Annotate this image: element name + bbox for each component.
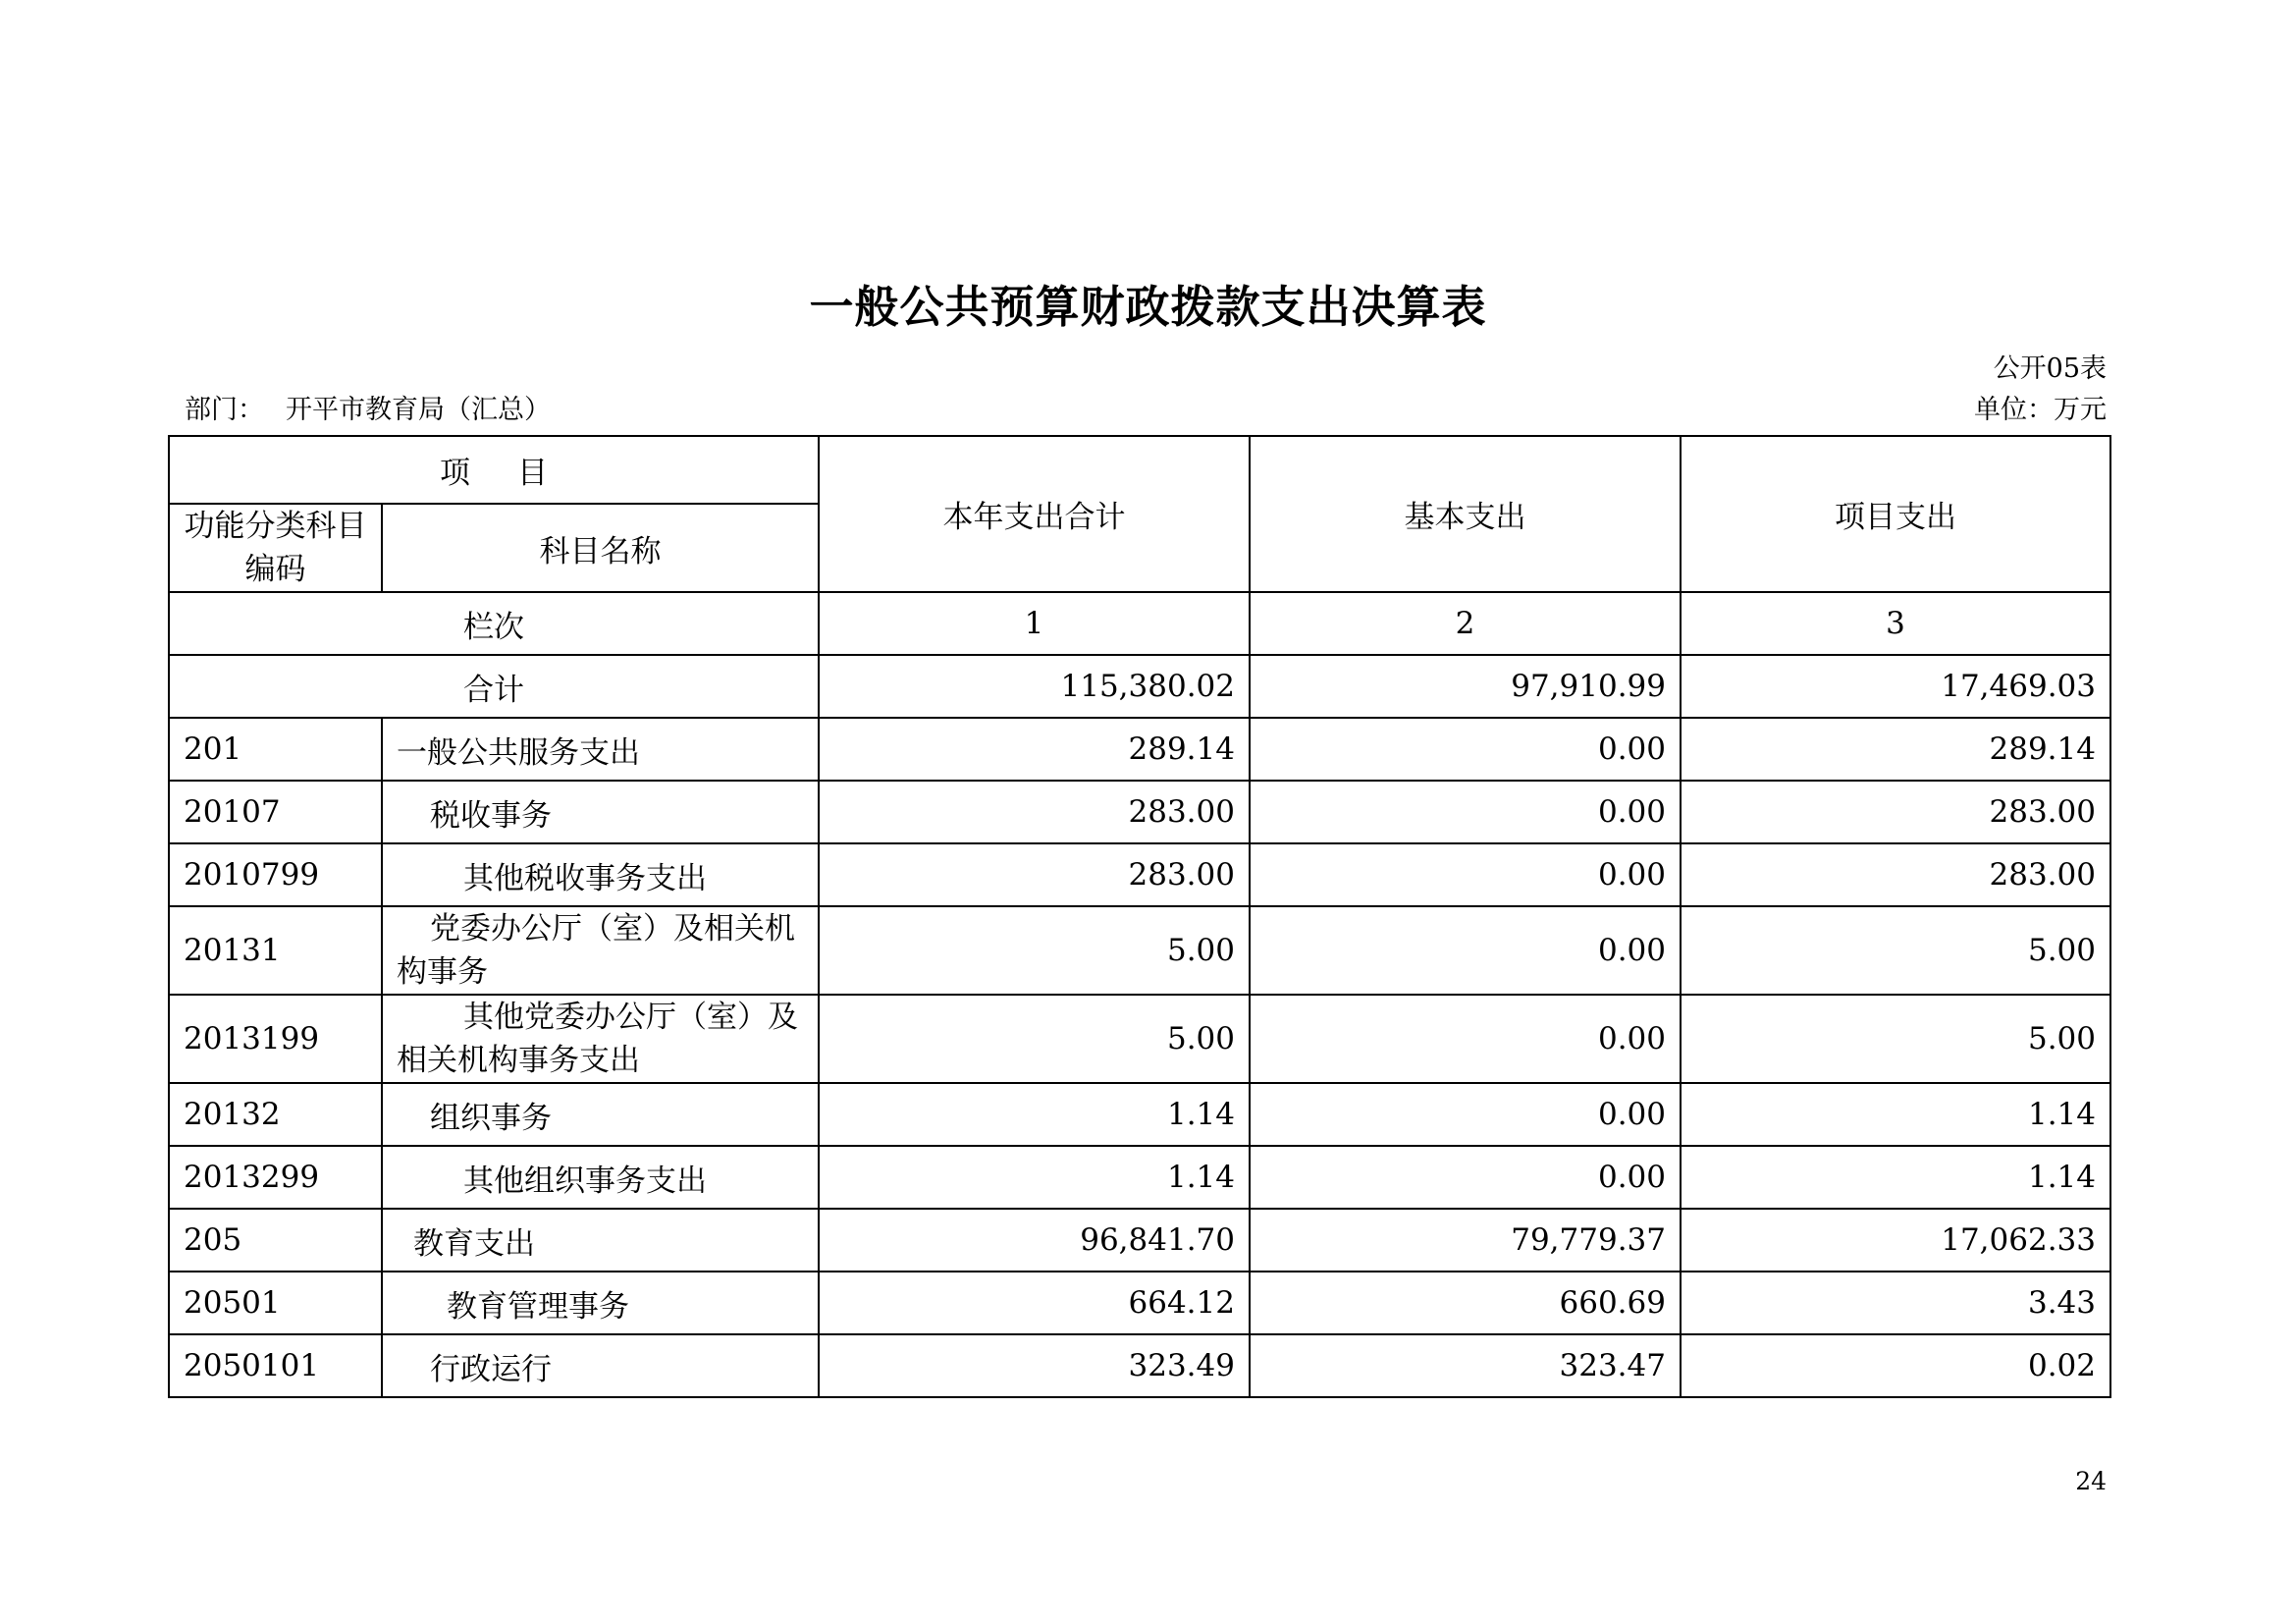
row-name: 行政运行 (382, 1334, 819, 1397)
row-value-3: 283.00 (1681, 843, 2110, 906)
table-row (169, 1334, 2110, 1397)
department-label: 部门： (185, 395, 264, 425)
row-value-2: 0.00 (1250, 843, 1681, 906)
item-header-b: 目 (517, 456, 548, 491)
expenditure-table (168, 435, 2111, 1398)
row-value-3: 1.14 (1681, 1083, 2110, 1146)
row-value-3: 1.14 (1681, 1146, 2110, 1209)
row-value-3: 5.00 (1681, 995, 2110, 1083)
row-index-label: 栏次 (169, 592, 819, 655)
col3-header: 项目支出 (1681, 436, 2110, 592)
code-col-header: 功能分类科目编码 (169, 504, 382, 592)
column-index-row (169, 592, 2110, 655)
row-value-1: 323.49 (819, 1334, 1250, 1397)
row-value-1: 1.14 (819, 1146, 1250, 1209)
row-name: 其他组织事务支出 (382, 1146, 819, 1209)
table-row (169, 995, 2110, 1083)
row-code: 20131 (169, 906, 382, 995)
total-row (169, 655, 2110, 718)
row-value-2: 79,779.37 (1250, 1209, 1681, 1272)
row-value-1: 1.14 (819, 1083, 1250, 1146)
page-number: 24 (2075, 1467, 2107, 1495)
row-name: 党委办公厅（室）及相关机构事务 (382, 906, 819, 995)
column-index-2: 2 (1250, 592, 1681, 655)
row-code: 2013199 (169, 995, 382, 1083)
total-value-2: 97,910.99 (1250, 655, 1681, 718)
row-value-3: 283.00 (1681, 781, 2110, 843)
item-header-a: 项 (440, 456, 470, 491)
table-row (169, 1209, 2110, 1272)
row-name: 教育支出 (382, 1209, 819, 1272)
department-line (185, 391, 551, 430)
department-value: 开平市教育局（汇总） (286, 395, 551, 425)
row-code: 2050101 (169, 1334, 382, 1397)
row-value-3: 289.14 (1681, 718, 2110, 781)
total-value-1: 115,380.02 (819, 655, 1250, 718)
row-value-3: 3.43 (1681, 1272, 2110, 1334)
column-index-1: 1 (819, 592, 1250, 655)
row-code: 2013299 (169, 1146, 382, 1209)
row-code: 20107 (169, 781, 382, 843)
total-value-3: 17,469.03 (1681, 655, 2110, 718)
form-number: 公开05表 (1993, 353, 2107, 384)
row-code: 20132 (169, 1083, 382, 1146)
row-value-2: 323.47 (1250, 1334, 1681, 1397)
table-row (169, 1083, 2110, 1146)
row-value-2: 660.69 (1250, 1272, 1681, 1334)
row-code: 20501 (169, 1272, 382, 1334)
row-value-3: 0.02 (1681, 1334, 2110, 1397)
table-row (169, 1272, 2110, 1334)
col1-header: 本年支出合计 (819, 436, 1250, 592)
row-name: 税收事务 (382, 781, 819, 843)
table-row (169, 906, 2110, 995)
table-row (169, 781, 2110, 843)
row-value-2: 0.00 (1250, 718, 1681, 781)
row-value-2: 0.00 (1250, 906, 1681, 995)
row-value-2: 0.00 (1250, 781, 1681, 843)
row-value-3: 5.00 (1681, 906, 2110, 995)
row-value-3: 17,062.33 (1681, 1209, 2110, 1272)
row-value-1: 664.12 (819, 1272, 1250, 1334)
row-name: 组织事务 (382, 1083, 819, 1146)
row-value-1: 5.00 (819, 995, 1250, 1083)
column-index-3: 3 (1681, 592, 2110, 655)
row-name: 教育管理事务 (382, 1272, 819, 1334)
row-name: 一般公共服务支出 (382, 718, 819, 781)
table-row (169, 1146, 2110, 1209)
unit-label: 单位：万元 (1974, 395, 2107, 425)
total-label: 合计 (169, 655, 819, 718)
row-code: 201 (169, 718, 382, 781)
col2-header: 基本支出 (1250, 436, 1681, 592)
row-value-1: 289.14 (819, 718, 1250, 781)
table-row (169, 718, 2110, 781)
header-row-top (169, 436, 2110, 504)
row-value-1: 5.00 (819, 906, 1250, 995)
item-header (169, 436, 819, 504)
report-title: 一般公共预算财政拨款支出决算表 (809, 281, 1487, 333)
row-value-1: 283.00 (819, 781, 1250, 843)
row-value-1: 283.00 (819, 843, 1250, 906)
name-col-header: 科目名称 (382, 504, 819, 592)
row-value-1: 96,841.70 (819, 1209, 1250, 1272)
row-name: 其他税收事务支出 (382, 843, 819, 906)
row-code: 2010799 (169, 843, 382, 906)
row-value-2: 0.00 (1250, 1083, 1681, 1146)
row-code: 205 (169, 1209, 382, 1272)
row-value-2: 0.00 (1250, 995, 1681, 1083)
row-name: 其他党委办公厅（室）及相关机构事务支出 (382, 995, 819, 1083)
row-value-2: 0.00 (1250, 1146, 1681, 1209)
table-row (169, 843, 2110, 906)
